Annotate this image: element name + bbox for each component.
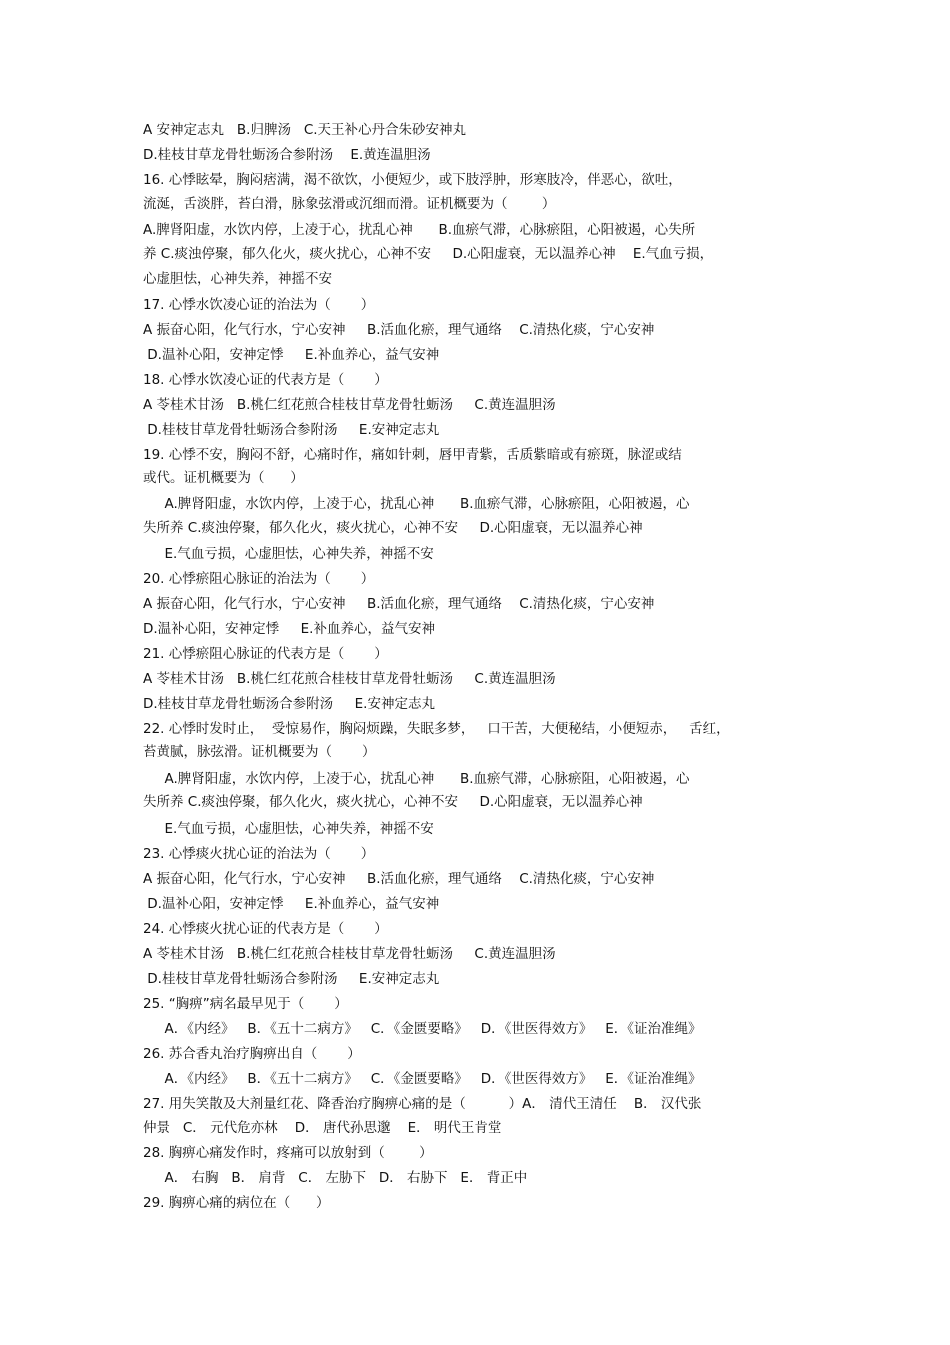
- question-28: 28. 胸痹心痛发作时，疼痛可以放射到（ ）: [143, 1145, 433, 1161]
- text-line: A 苓桂术甘汤 B.桃仁红花煎合桂枝甘草龙骨牡蛎汤 C.黄连温胆汤: [143, 397, 556, 413]
- text-line: D.温补心阳，安神定悸 E.补血养心，益气安神: [143, 621, 435, 637]
- text-line: A． 右胸 B． 肩背 C． 左胁下 D． 右胁下 E． 背正中: [143, 1170, 528, 1186]
- text-line: D.桂枝甘草龙骨牡蛎汤合参附汤 E.安神定志丸: [143, 422, 440, 438]
- text-line: 苔黄腻，脉弦滑。证机概要为（ ）: [143, 744, 376, 760]
- text-line: 养 C.痰浊停聚，郁久化火，痰火扰心，心神不安 D.心阳虚衰，无以温养心神 E.气血亏损，: [143, 246, 714, 262]
- text-line: D.温补心阳，安神定悸 E.补血养心，益气安神: [143, 896, 440, 912]
- question-16: 16. 心悸眩晕，胸闷痞满，渴不欲饮，小便短少，或下肢浮肿，形寒肢冷，伴恶心，欲吐，: [143, 172, 682, 188]
- text-line: E.气血亏损，心虚胆怯，心神失养，神摇不安: [143, 821, 434, 837]
- question-23: 23. 心悸痰火扰心证的治法为（ ）: [143, 846, 375, 862]
- question-25: 25. “胸痹”病名最早见于（ ）: [143, 996, 348, 1012]
- text-line: 仲景 C． 元代危亦林 D． 唐代孙思邈 E． 明代王肯堂: [143, 1120, 502, 1136]
- question-17: 17. 心悸水饮凌心证的治法为（ ）: [143, 297, 375, 313]
- text-line: D.桂枝甘草龙骨牡蛎汤合参附汤 E.安神定志丸: [143, 696, 435, 712]
- text-line: 或代。证机概要为（ ）: [143, 470, 304, 486]
- question-21: 21. 心悸瘀阻心脉证的代表方是（ ）: [143, 646, 388, 662]
- text-line: 失所养 C.痰浊停聚，郁久化火，痰火扰心，心神不安 D.心阳虚衰，无以温养心神: [143, 794, 643, 810]
- question-22: 22. 心悸时发时止， 受惊易作，胸闷烦躁，失眠多梦， 口干苦，大便秘结，小便短赤， 舌红，: [143, 721, 730, 737]
- text-line: D.桂枝甘草龙骨牡蛎汤合参附汤 E.黄连温胆汤: [143, 147, 431, 163]
- question-19: 19. 心悸不安，胸闷不舒，心痛时作，痛如针刺，唇甲青紫，舌质紫暗或有瘀斑，脉涩或结: [143, 447, 682, 463]
- text-line: A．《内经》 B．《五十二病方》 C．《金匮要略》 D．《世医得效方》 E．《证治准绳》: [143, 1071, 702, 1087]
- text-line: D.温补心阳，安神定悸 E.补血养心，益气安神: [143, 347, 440, 363]
- text-line: A 苓桂术甘汤 B.桃仁红花煎合桂枝甘草龙骨牡蛎汤 C.黄连温胆汤: [143, 946, 556, 962]
- text-line: 心虚胆怯，心神失养，神摇不安: [143, 271, 332, 287]
- text-line: D.桂枝甘草龙骨牡蛎汤合参附汤 E.安神定志丸: [143, 971, 440, 987]
- text-line: 失所养 C.痰浊停聚，郁久化火，痰火扰心，心神不安 D.心阳虚衰，无以温养心神: [143, 520, 643, 536]
- text-line: A 振奋心阳，化气行水，宁心安神 B.活血化瘀，理气通络 C.清热化痰，宁心安神: [143, 322, 655, 338]
- question-29: 29. 胸痹心痛的病位在（ ）: [143, 1195, 330, 1211]
- text-line: A.脾肾阳虚，水饮内停，上凌于心，扰乱心神 B.血瘀气滞，心脉瘀阻，心阳被遏，心失所: [143, 222, 696, 238]
- question-18: 18. 心悸水饮凌心证的代表方是（ ）: [143, 372, 388, 388]
- text-line: E.气血亏损，心虚胆怯，心神失养，神摇不安: [143, 546, 434, 562]
- question-20: 20. 心悸瘀阻心脉证的治法为（ ）: [143, 571, 375, 587]
- question-27: 27. 用失笑散及大剂量红花、降香治疗胸痹心痛的是（ ）A． 清代王清任 B． 汉代张: [143, 1096, 702, 1112]
- text-line: 流涎，舌淡胖，苔白滑，脉象弦滑或沉细而滑。证机概要为（ ）: [143, 196, 556, 212]
- text-line: A．《内经》 B．《五十二病方》 C．《金匮要略》 D．《世医得效方》 E．《证治准绳》: [143, 1021, 702, 1037]
- text-line: A 振奋心阳，化气行水，宁心安神 B.活血化瘀，理气通络 C.清热化痰，宁心安神: [143, 871, 655, 887]
- text-line: A.脾肾阳虚，水饮内停，上凌于心，扰乱心神 B.血瘀气滞，心脉瘀阻，心阳被遏，心: [143, 496, 690, 512]
- question-26: 26. 苏合香丸治疗胸痹出自（ ）: [143, 1046, 361, 1062]
- text-line: A 振奋心阳，化气行水，宁心安神 B.活血化瘀，理气通络 C.清热化痰，宁心安神: [143, 596, 655, 612]
- text-line: A 安神定志丸 B.归脾汤 C.天王补心丹合朱砂安神丸: [143, 122, 467, 138]
- text-line: A.脾肾阳虚，水饮内停，上凌于心，扰乱心神 B.血瘀气滞，心脉瘀阻，心阳被遏，心: [143, 771, 690, 787]
- text-line: A 苓桂术甘汤 B.桃仁红花煎合桂枝甘草龙骨牡蛎汤 C.黄连温胆汤: [143, 671, 556, 687]
- question-24: 24. 心悸痰火扰心证的代表方是（ ）: [143, 921, 388, 937]
